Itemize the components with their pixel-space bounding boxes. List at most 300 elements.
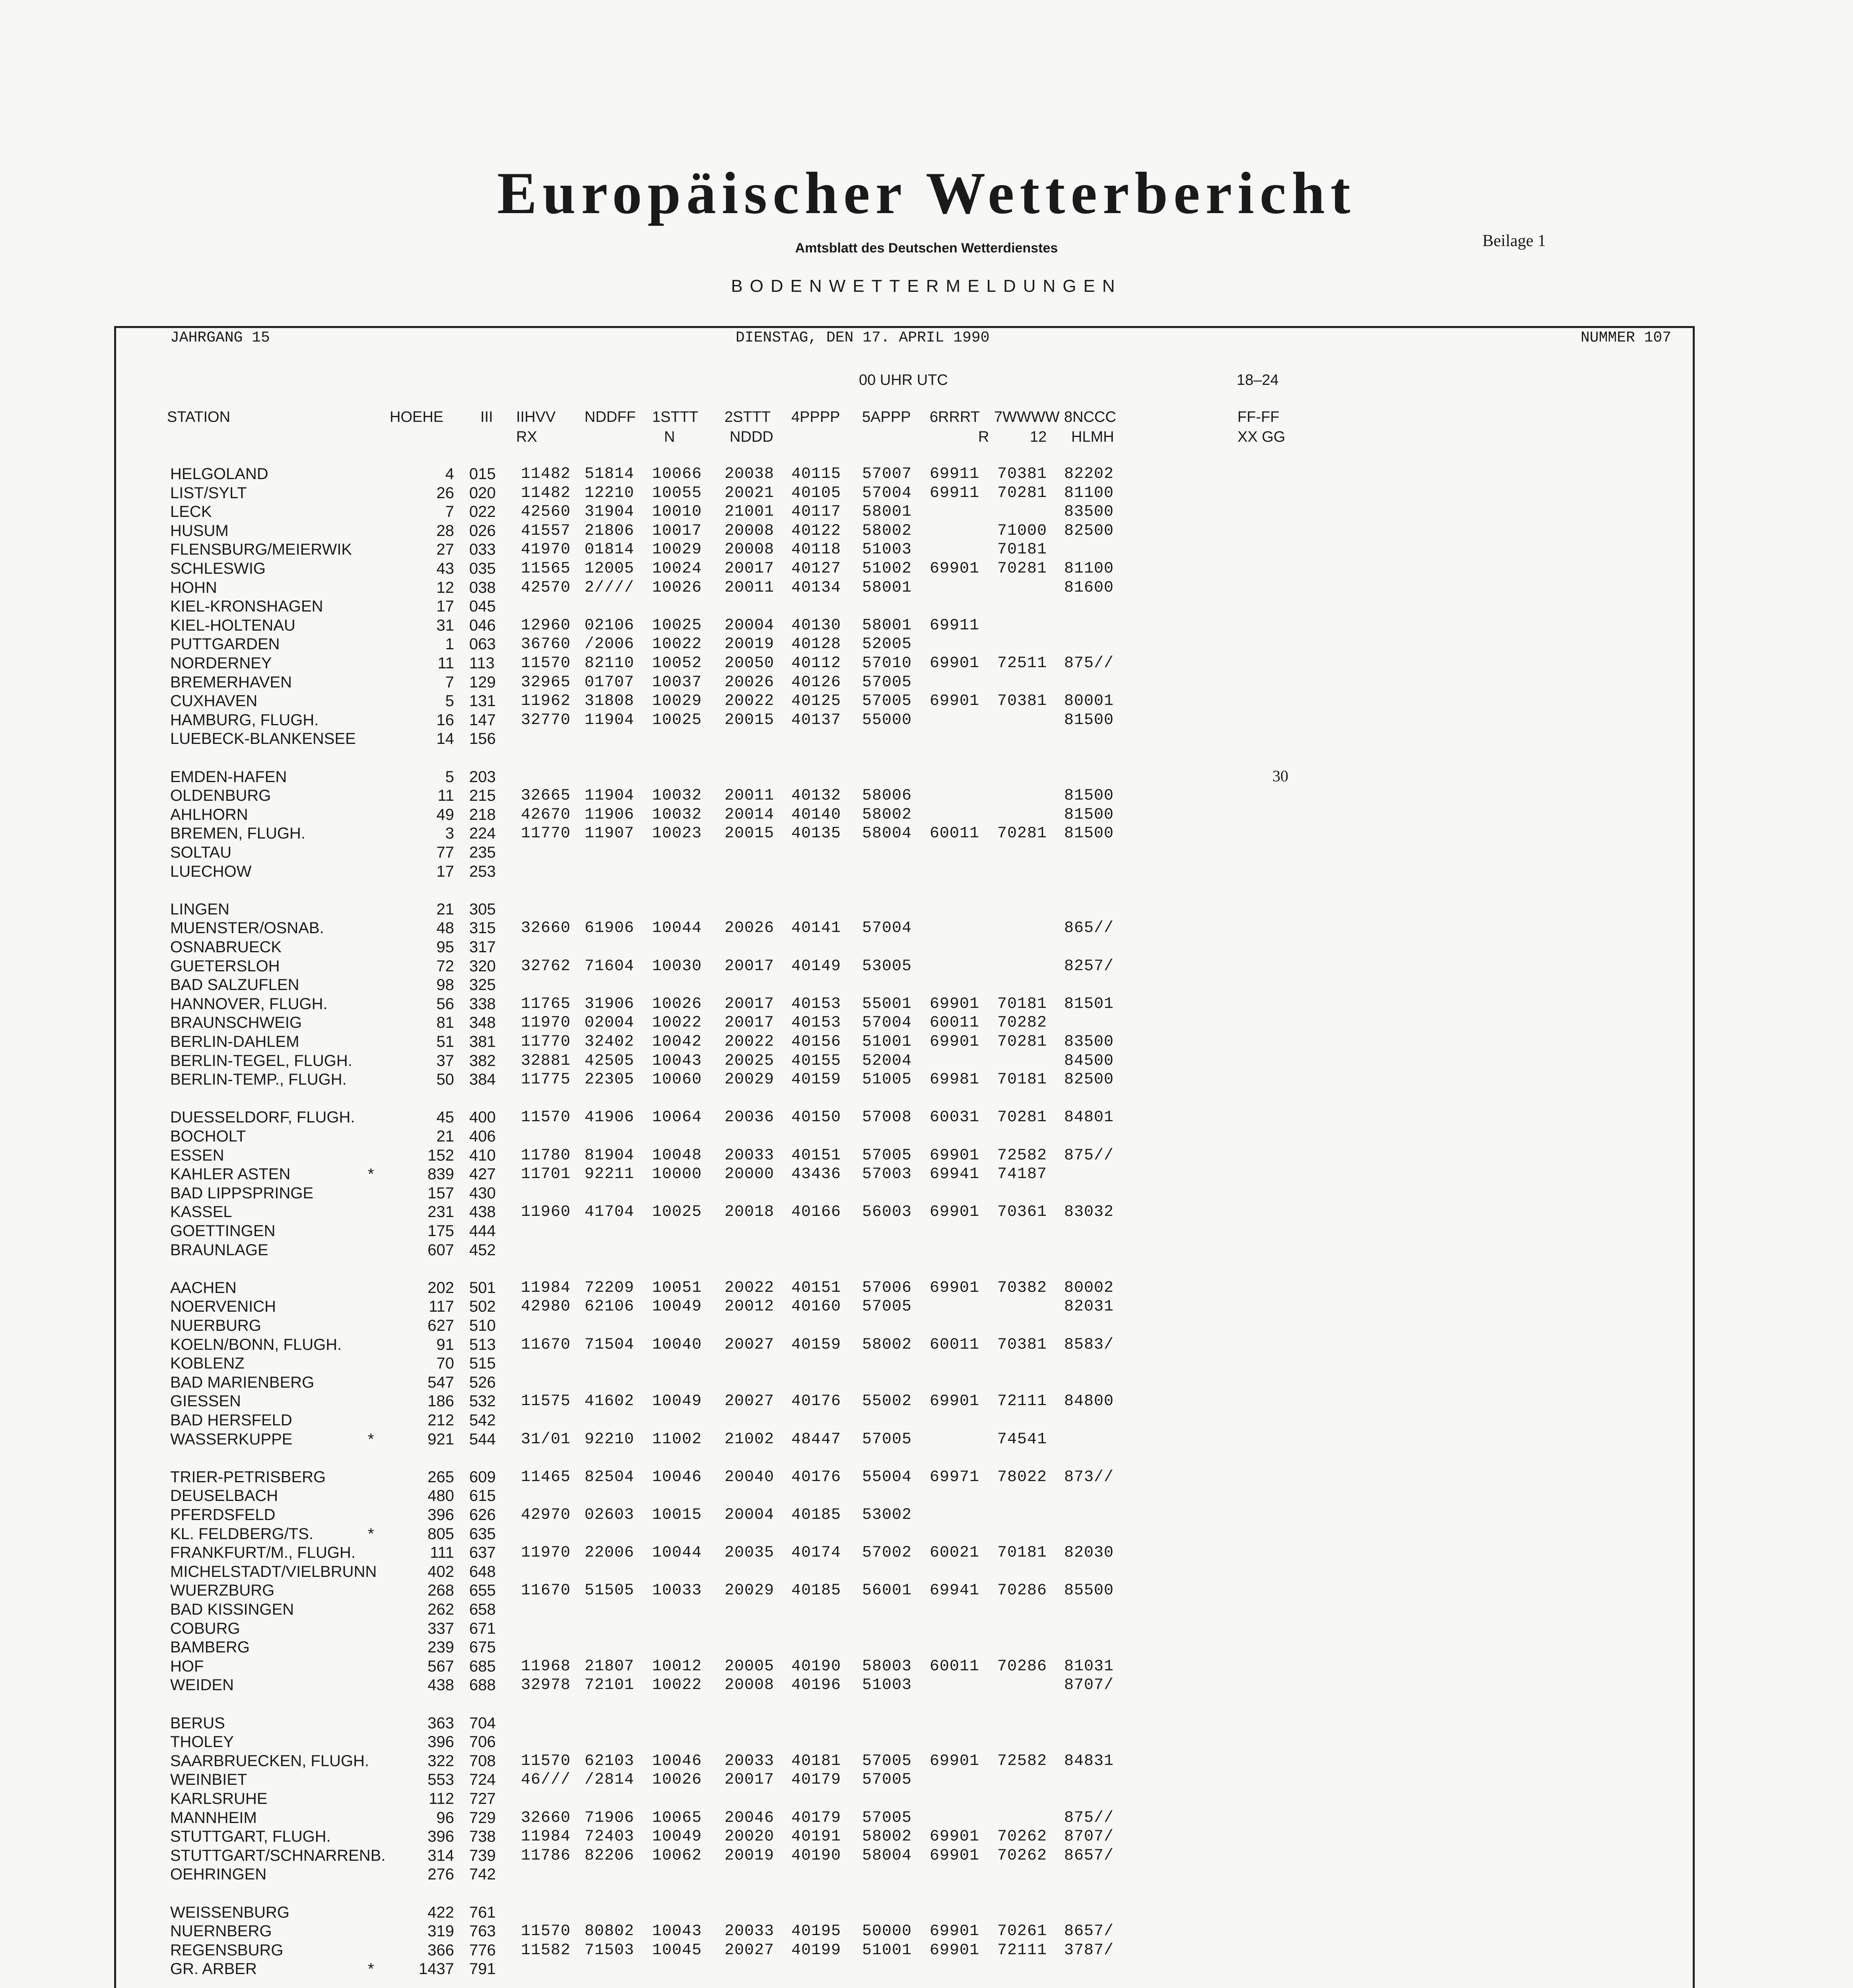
code-group: 10046 bbox=[652, 1468, 702, 1486]
code-group: 57005 bbox=[862, 1809, 912, 1827]
station-height: 314 bbox=[427, 1846, 454, 1864]
code-group: 55000 bbox=[862, 711, 912, 729]
code-group: 11968 bbox=[521, 1657, 571, 1675]
code-group: 40190 bbox=[791, 1657, 841, 1675]
code-group: 10049 bbox=[652, 1298, 702, 1316]
code-group: 31904 bbox=[585, 503, 635, 521]
station-height: 839 bbox=[427, 1165, 454, 1183]
code-group: 20017 bbox=[724, 995, 775, 1013]
station-height: 5 bbox=[445, 692, 454, 710]
station-number: 704 bbox=[469, 1714, 496, 1732]
volume-label: JAHRGANG 15 bbox=[170, 329, 270, 346]
code-group: 72511 bbox=[997, 654, 1047, 672]
code-group: 02106 bbox=[585, 616, 635, 635]
code-group: 10032 bbox=[652, 787, 702, 805]
code-group: 81100 bbox=[1064, 484, 1114, 502]
table-row bbox=[0, 1582, 1853, 1601]
code-group: 20018 bbox=[724, 1203, 775, 1221]
mountain-station-marker: * bbox=[368, 1430, 374, 1448]
code-group: 10010 bbox=[652, 503, 702, 521]
code-group: 72403 bbox=[585, 1828, 635, 1846]
station-number: 452 bbox=[469, 1241, 496, 1259]
code-group: 40140 bbox=[791, 806, 841, 824]
code-group: 69901 bbox=[930, 1752, 980, 1770]
code-group: 11570 bbox=[521, 654, 571, 672]
code-group: 20033 bbox=[724, 1752, 775, 1770]
code-group: 69901 bbox=[930, 1922, 980, 1941]
code-group: 2//// bbox=[585, 579, 635, 597]
code-group: 60031 bbox=[930, 1109, 980, 1127]
table-row bbox=[0, 919, 1853, 938]
station-number: 685 bbox=[469, 1657, 496, 1675]
code-group: 51005 bbox=[862, 1071, 912, 1089]
station-number: 384 bbox=[469, 1071, 496, 1089]
station-height: 547 bbox=[427, 1373, 454, 1391]
code-group: 20050 bbox=[724, 654, 775, 672]
station-name: BAD LIPPSPRINGE bbox=[170, 1184, 314, 1202]
station-name: KOELN/BONN, FLUGH. bbox=[170, 1336, 342, 1353]
code-group: 10022 bbox=[652, 635, 702, 654]
code-group: 10012 bbox=[652, 1657, 702, 1675]
station-number: 203 bbox=[469, 768, 496, 786]
code-group: 82504 bbox=[585, 1468, 635, 1486]
table-row bbox=[0, 1487, 1853, 1506]
table-row bbox=[0, 768, 1853, 787]
code-group: 81600 bbox=[1064, 579, 1114, 597]
code-group: 48447 bbox=[791, 1430, 841, 1448]
code-group: 20008 bbox=[724, 522, 775, 540]
code-group: 70181 bbox=[997, 1071, 1047, 1089]
station-number: 635 bbox=[469, 1525, 496, 1543]
code-group: 40130 bbox=[791, 616, 841, 635]
col-g3-sub: N bbox=[664, 429, 675, 445]
code-group: 40149 bbox=[791, 957, 841, 975]
station-height: 366 bbox=[427, 1941, 454, 1959]
code-group: 57008 bbox=[862, 1109, 912, 1127]
station-number: 317 bbox=[469, 938, 496, 956]
station-name: WUERZBURG bbox=[170, 1582, 275, 1600]
code-group: 11906 bbox=[585, 806, 635, 824]
code-group: 82031 bbox=[1064, 1298, 1114, 1316]
table-row bbox=[0, 484, 1853, 503]
code-group: 20008 bbox=[724, 1676, 775, 1695]
code-group: 32965 bbox=[521, 673, 571, 691]
code-group: 41970 bbox=[521, 541, 571, 559]
code-group: 58002 bbox=[862, 1336, 912, 1354]
code-group: 70281 bbox=[997, 825, 1047, 843]
station-name: HOHN bbox=[170, 579, 217, 596]
code-group: 81500 bbox=[1064, 806, 1114, 824]
code-group: 10026 bbox=[652, 995, 702, 1013]
code-group: 57005 bbox=[862, 1298, 912, 1316]
code-group: 69941 bbox=[930, 1582, 980, 1600]
col-g9: 8NCCC bbox=[1064, 409, 1116, 425]
station-number: 671 bbox=[469, 1619, 496, 1637]
station-height: 157 bbox=[427, 1184, 454, 1202]
station-name: AACHEN bbox=[170, 1279, 237, 1297]
code-group: 72111 bbox=[997, 1392, 1047, 1411]
col-g10-sub: XX GG bbox=[1237, 429, 1286, 445]
code-group: 10048 bbox=[652, 1146, 702, 1165]
code-group: 11775 bbox=[521, 1071, 571, 1089]
code-group: 58002 bbox=[862, 1828, 912, 1846]
station-number: 513 bbox=[469, 1336, 496, 1353]
station-name: HOF bbox=[170, 1657, 204, 1675]
code-group: 42505 bbox=[585, 1052, 635, 1070]
code-group: 20021 bbox=[724, 484, 775, 502]
code-group: 70282 bbox=[997, 1014, 1047, 1032]
station-number: 147 bbox=[469, 711, 496, 729]
code-group: 40166 bbox=[791, 1203, 841, 1221]
code-group: 69901 bbox=[930, 1392, 980, 1411]
station-height: 95 bbox=[436, 938, 454, 956]
table-row bbox=[0, 617, 1853, 636]
code-group: 31906 bbox=[585, 995, 635, 1013]
code-group: 84831 bbox=[1064, 1752, 1114, 1770]
station-height: 480 bbox=[427, 1487, 454, 1505]
code-group: 58001 bbox=[862, 503, 912, 521]
station-name: HUSUM bbox=[170, 522, 229, 540]
code-group: 10064 bbox=[652, 1109, 702, 1127]
code-group: 20026 bbox=[724, 673, 775, 691]
code-group: 32660 bbox=[521, 1809, 571, 1827]
code-group: 10046 bbox=[652, 1752, 702, 1770]
code-group: 11970 bbox=[521, 1544, 571, 1562]
table-row bbox=[0, 1601, 1853, 1620]
station-height: 7 bbox=[445, 673, 454, 691]
code-group: 32762 bbox=[521, 957, 571, 975]
table-row bbox=[0, 1771, 1853, 1790]
code-group: 875// bbox=[1064, 654, 1114, 672]
code-group: 20004 bbox=[724, 616, 775, 635]
code-group: 20011 bbox=[724, 579, 775, 597]
station-height: 5 bbox=[445, 768, 454, 786]
code-group: 11701 bbox=[521, 1165, 571, 1184]
code-group: /2006 bbox=[585, 635, 635, 654]
code-group: 10049 bbox=[652, 1828, 702, 1846]
code-group: 875// bbox=[1064, 1809, 1114, 1827]
station-height: 112 bbox=[429, 1790, 454, 1807]
station-name: HAMBURG, FLUGH. bbox=[170, 711, 319, 729]
code-group: 58002 bbox=[862, 522, 912, 540]
code-group: 11670 bbox=[521, 1336, 571, 1354]
code-group: 40115 bbox=[791, 465, 841, 483]
code-group: 01707 bbox=[585, 673, 635, 691]
code-group: 40155 bbox=[791, 1052, 841, 1070]
station-name: LINGEN bbox=[170, 900, 229, 918]
code-group: 69981 bbox=[930, 1071, 980, 1089]
table-row bbox=[0, 1676, 1853, 1695]
col-g9-sub: HLMH bbox=[1071, 429, 1114, 445]
code-group: 71906 bbox=[585, 1809, 635, 1827]
code-group: 69901 bbox=[930, 692, 980, 711]
table-row bbox=[0, 1317, 1853, 1336]
code-group: 46/// bbox=[521, 1771, 571, 1789]
code-group: 02603 bbox=[585, 1506, 635, 1524]
code-group: 40179 bbox=[791, 1809, 841, 1827]
code-group: 20005 bbox=[724, 1657, 775, 1675]
code-group: 10044 bbox=[652, 1544, 702, 1562]
station-height: 96 bbox=[436, 1809, 454, 1827]
station-name: PUTTGARDEN bbox=[170, 635, 280, 653]
station-number: 156 bbox=[469, 730, 496, 748]
code-group: 20026 bbox=[724, 919, 775, 938]
station-number: 253 bbox=[469, 862, 496, 880]
station-height: 152 bbox=[427, 1146, 454, 1164]
code-group: 69901 bbox=[930, 560, 980, 578]
code-group: 10049 bbox=[652, 1392, 702, 1411]
code-group: 42980 bbox=[521, 1298, 571, 1316]
code-group: 42970 bbox=[521, 1506, 571, 1524]
code-group: 20033 bbox=[724, 1146, 775, 1165]
code-group: 10017 bbox=[652, 522, 702, 540]
table-row bbox=[0, 1374, 1853, 1393]
code-group: 8583/ bbox=[1064, 1336, 1114, 1354]
code-group: 21001 bbox=[724, 503, 775, 521]
code-group: 11570 bbox=[521, 1109, 571, 1127]
code-group: 11465 bbox=[521, 1468, 571, 1486]
code-group: 69901 bbox=[930, 1146, 980, 1165]
station-height: 396 bbox=[427, 1733, 454, 1751]
table-row bbox=[0, 1184, 1853, 1204]
table-row bbox=[0, 1941, 1853, 1961]
code-group: 8657/ bbox=[1064, 1922, 1114, 1941]
station-height: 1 bbox=[445, 635, 454, 653]
col-g4: 2STTT bbox=[724, 409, 771, 425]
station-name: MUENSTER/OSNAB. bbox=[170, 919, 324, 937]
supplement-label: Beilage 1 bbox=[1482, 232, 1546, 250]
table-row bbox=[0, 1809, 1853, 1828]
code-group: 21807 bbox=[585, 1657, 635, 1675]
station-name: HANNOVER, FLUGH. bbox=[170, 995, 328, 1013]
table-row bbox=[0, 1828, 1853, 1847]
col-station: STATION bbox=[167, 409, 231, 425]
station-name: KIEL-KRONSHAGEN bbox=[170, 598, 323, 615]
code-group: 82030 bbox=[1064, 1544, 1114, 1562]
col-g2: NDDFF bbox=[585, 409, 636, 425]
station-height: 276 bbox=[427, 1866, 454, 1883]
code-group: 69971 bbox=[930, 1468, 980, 1486]
station-name: BAD KISSINGEN bbox=[170, 1601, 294, 1618]
code-group: 875// bbox=[1064, 1146, 1114, 1165]
station-name: STUTTGART, FLUGH. bbox=[170, 1828, 331, 1846]
code-group: 10030 bbox=[652, 957, 702, 975]
table-row bbox=[0, 787, 1853, 806]
code-group: 11482 bbox=[521, 465, 571, 483]
code-group: 40105 bbox=[791, 484, 841, 502]
station-number: 738 bbox=[469, 1828, 496, 1846]
code-group: 40159 bbox=[791, 1071, 841, 1089]
mountain-station-marker: * bbox=[368, 1525, 374, 1543]
code-group: 20017 bbox=[724, 957, 775, 975]
code-group: 20029 bbox=[724, 1582, 775, 1600]
col-g4-sub: NDDD bbox=[730, 429, 773, 445]
station-name: EMDEN-HAFEN bbox=[170, 768, 287, 786]
code-group: 40153 bbox=[791, 1014, 841, 1032]
code-group: 55004 bbox=[862, 1468, 912, 1486]
station-name: GOETTINGEN bbox=[170, 1222, 276, 1240]
col-g3: 1STTT bbox=[652, 409, 699, 425]
code-group: 62106 bbox=[585, 1298, 635, 1316]
page-title: Europäischer Wetterbericht bbox=[497, 160, 1356, 226]
code-group: 57010 bbox=[862, 654, 912, 672]
code-group: 10040 bbox=[652, 1336, 702, 1354]
code-group: 57005 bbox=[862, 1430, 912, 1448]
code-group: 20017 bbox=[724, 1771, 775, 1789]
code-group: 873// bbox=[1064, 1468, 1114, 1486]
station-name: OSNABRUECK bbox=[170, 938, 282, 956]
station-height: 117 bbox=[429, 1298, 454, 1316]
station-name: KL. FELDBERG/TS. bbox=[170, 1525, 314, 1543]
station-name: THOLEY bbox=[170, 1733, 234, 1751]
station-name: BERLIN-TEMP., FLUGH. bbox=[170, 1071, 347, 1089]
table-row bbox=[0, 1392, 1853, 1411]
station-height: 268 bbox=[427, 1582, 454, 1600]
station-number: 658 bbox=[469, 1601, 496, 1618]
station-number: 129 bbox=[469, 673, 496, 691]
code-group: 81100 bbox=[1064, 560, 1114, 578]
code-group: 10051 bbox=[652, 1279, 702, 1297]
table-row bbox=[0, 598, 1853, 617]
code-group: 40127 bbox=[791, 560, 841, 578]
code-group: 70181 bbox=[997, 995, 1047, 1013]
station-name: FRANKFURT/M., FLUGH. bbox=[170, 1544, 355, 1562]
code-group: 12210 bbox=[585, 484, 635, 502]
code-group: 20000 bbox=[724, 1165, 775, 1184]
code-group: 20027 bbox=[724, 1336, 775, 1354]
station-height: 363 bbox=[427, 1714, 454, 1732]
code-group: 82202 bbox=[1064, 465, 1114, 483]
station-height: 553 bbox=[427, 1771, 454, 1789]
table-row bbox=[0, 1147, 1853, 1166]
code-group: 40137 bbox=[791, 711, 841, 729]
code-group: 8657/ bbox=[1064, 1846, 1114, 1865]
code-group: 57005 bbox=[862, 692, 912, 711]
table-row bbox=[0, 1203, 1853, 1222]
station-height: 627 bbox=[427, 1317, 454, 1334]
table-row bbox=[0, 1298, 1853, 1317]
publisher-subtitle: Amtsblatt des Deutschen Wetterdienstes bbox=[795, 241, 1058, 256]
station-number: 626 bbox=[469, 1506, 496, 1524]
code-group: 40199 bbox=[791, 1941, 841, 1959]
station-number: 338 bbox=[469, 995, 496, 1013]
code-group: 70361 bbox=[997, 1203, 1047, 1221]
station-number: 615 bbox=[469, 1487, 496, 1505]
code-group: 31/01 bbox=[521, 1430, 571, 1448]
station-name: LIST/SYLT bbox=[170, 484, 247, 502]
code-group: 42670 bbox=[521, 806, 571, 824]
code-group: 80001 bbox=[1064, 692, 1114, 711]
code-group: 40126 bbox=[791, 673, 841, 691]
code-group: 21002 bbox=[724, 1430, 775, 1448]
table-row bbox=[0, 1128, 1853, 1147]
code-group: 52004 bbox=[862, 1052, 912, 1070]
station-height: 31 bbox=[436, 616, 454, 634]
station-name: COBURG bbox=[170, 1619, 240, 1637]
station-name: NUERBURG bbox=[170, 1317, 261, 1334]
table-row bbox=[0, 806, 1853, 825]
table-row bbox=[0, 1241, 1853, 1260]
code-group: 40196 bbox=[791, 1676, 841, 1695]
station-name: BERLIN-DAHLEM bbox=[170, 1033, 299, 1050]
station-height: 11 bbox=[437, 654, 454, 672]
code-group: 20020 bbox=[724, 1828, 775, 1846]
mountain-station-marker: * bbox=[368, 1960, 374, 1978]
code-group: 92210 bbox=[585, 1430, 635, 1448]
station-name: BAMBERG bbox=[170, 1639, 250, 1656]
station-number: 510 bbox=[469, 1317, 496, 1334]
code-group: 81031 bbox=[1064, 1657, 1114, 1675]
station-name: HELGOLAND bbox=[170, 465, 268, 483]
station-height: 14 bbox=[436, 730, 454, 748]
table-row bbox=[0, 1336, 1853, 1355]
code-group: 11984 bbox=[521, 1279, 571, 1297]
code-group: 11962 bbox=[521, 692, 571, 711]
code-group: 11570 bbox=[521, 1752, 571, 1770]
station-number: 791 bbox=[469, 1960, 496, 1978]
station-name: GUETERSLOH bbox=[170, 957, 280, 975]
issue-number: NUMMER 107 bbox=[1581, 329, 1672, 346]
station-name: BERUS bbox=[170, 1714, 225, 1732]
station-number: 742 bbox=[469, 1866, 496, 1883]
code-group: 72582 bbox=[997, 1146, 1047, 1165]
station-number: 544 bbox=[469, 1430, 496, 1448]
code-group: 40151 bbox=[791, 1146, 841, 1165]
code-group: 40134 bbox=[791, 579, 841, 597]
code-group: 40156 bbox=[791, 1033, 841, 1051]
code-group: 53002 bbox=[862, 1506, 912, 1524]
station-name: WASSERKUPPE bbox=[170, 1430, 293, 1448]
station-number: 320 bbox=[469, 957, 496, 975]
code-group: 51003 bbox=[862, 541, 912, 559]
code-group: 41704 bbox=[585, 1203, 635, 1221]
code-group: 57007 bbox=[862, 465, 912, 483]
code-group: 41557 bbox=[521, 522, 571, 540]
station-number: 325 bbox=[469, 976, 496, 994]
table-row bbox=[0, 1222, 1853, 1241]
code-group: 20014 bbox=[724, 806, 775, 824]
code-group: 40176 bbox=[791, 1392, 841, 1411]
station-number: 655 bbox=[469, 1582, 496, 1600]
station-height: 48 bbox=[436, 919, 454, 937]
station-height: 111 bbox=[430, 1544, 454, 1562]
table-row bbox=[0, 541, 1853, 560]
code-group: 20019 bbox=[724, 635, 775, 654]
station-number: 609 bbox=[469, 1468, 496, 1486]
station-name: BRAUNLAGE bbox=[170, 1241, 268, 1259]
code-group: 11770 bbox=[521, 1033, 571, 1051]
code-group: 10052 bbox=[652, 654, 702, 672]
code-group: 40117 bbox=[791, 503, 841, 521]
code-group: 40150 bbox=[791, 1109, 841, 1127]
code-group: 10026 bbox=[652, 1771, 702, 1789]
station-name: BERLIN-TEGEL, FLUGH. bbox=[170, 1052, 352, 1070]
code-group: 20040 bbox=[724, 1468, 775, 1486]
station-height: 1437 bbox=[419, 1960, 454, 1978]
station-number: 131 bbox=[469, 692, 496, 710]
station-height: 396 bbox=[427, 1828, 454, 1846]
station-number: 542 bbox=[469, 1411, 496, 1429]
station-number: 430 bbox=[469, 1184, 496, 1202]
code-group: 69901 bbox=[930, 654, 980, 672]
code-group: 57005 bbox=[862, 1771, 912, 1789]
code-group: 20046 bbox=[724, 1809, 775, 1827]
table-row bbox=[0, 1411, 1853, 1431]
code-group: 56001 bbox=[862, 1582, 912, 1600]
code-group: 57004 bbox=[862, 919, 912, 938]
code-group: 69901 bbox=[930, 1846, 980, 1865]
station-height: 422 bbox=[427, 1903, 454, 1921]
